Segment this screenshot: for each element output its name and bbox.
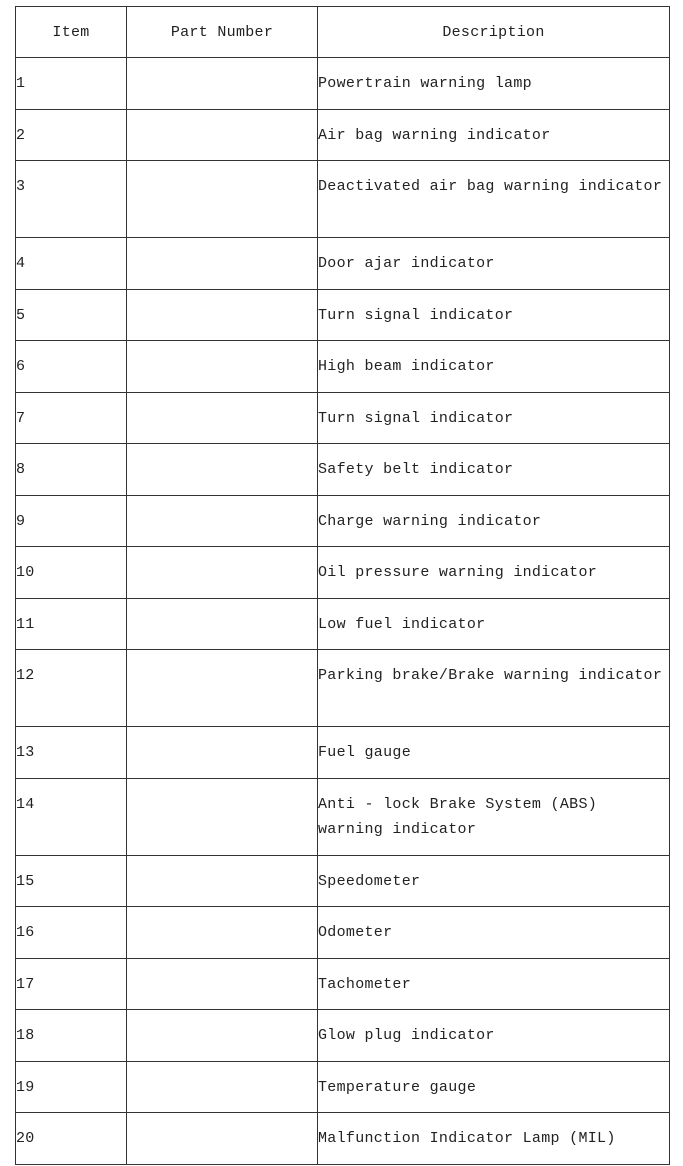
item-number-cell: 1 <box>16 58 127 110</box>
table-row <box>16 238 670 290</box>
item-number-cell: 14 <box>16 778 127 855</box>
table-row <box>16 958 670 1010</box>
description-cell: Door ajar indicator <box>318 238 670 290</box>
description-cell: Tachometer <box>318 958 670 1010</box>
item-number-cell: 19 <box>16 1061 127 1113</box>
table-row <box>16 907 670 959</box>
item-number-cell: 10 <box>16 547 127 599</box>
parts-table <box>15 6 670 1165</box>
table-row <box>16 161 670 238</box>
item-number-cell: 2 <box>16 109 127 161</box>
description-cell: Powertrain warning lamp <box>318 58 670 110</box>
part-number-cell <box>127 855 318 907</box>
description-cell: Turn signal indicator <box>318 289 670 341</box>
description-cell: High beam indicator <box>318 341 670 393</box>
table-body <box>16 58 670 1165</box>
part-number-cell <box>127 495 318 547</box>
item-number-cell: 17 <box>16 958 127 1010</box>
description-cell: Speedometer <box>318 855 670 907</box>
item-number-cell: 9 <box>16 495 127 547</box>
description-cell: Odometer <box>318 907 670 959</box>
part-number-cell <box>127 238 318 290</box>
item-number-cell: 3 <box>16 161 127 238</box>
part-number-cell <box>127 650 318 727</box>
item-number-cell: 18 <box>16 1010 127 1062</box>
item-number-cell: 20 <box>16 1113 127 1165</box>
part-number-cell <box>127 392 318 444</box>
description-cell: Parking brake/Brake warning indicator <box>318 650 670 727</box>
item-number-cell: 4 <box>16 238 127 290</box>
item-number-cell: 16 <box>16 907 127 959</box>
part-number-cell <box>127 547 318 599</box>
description-cell: Oil pressure warning indicator <box>318 547 670 599</box>
table-row <box>16 58 670 110</box>
part-number-cell <box>127 58 318 110</box>
table-row <box>16 444 670 496</box>
part-number-cell <box>127 598 318 650</box>
item-number-cell: 8 <box>16 444 127 496</box>
item-number-cell: 13 <box>16 727 127 779</box>
item-number-cell: 5 <box>16 289 127 341</box>
part-number-cell <box>127 778 318 855</box>
part-number-cell <box>127 907 318 959</box>
part-number-cell <box>127 1010 318 1062</box>
description-cell: Turn signal indicator <box>318 392 670 444</box>
part-number-cell <box>127 109 318 161</box>
description-cell: Temperature gauge <box>318 1061 670 1113</box>
part-number-cell <box>127 341 318 393</box>
part-number-cell <box>127 1061 318 1113</box>
description-cell: Fuel gauge <box>318 727 670 779</box>
description-cell: Low fuel indicator <box>318 598 670 650</box>
part-number-cell <box>127 444 318 496</box>
table-header <box>16 7 670 58</box>
description-cell: Glow plug indicator <box>318 1010 670 1062</box>
part-number-cell <box>127 289 318 341</box>
description-cell: Anti - lock Brake System (ABS) warning indicator <box>318 778 670 855</box>
description-cell: Air bag warning indicator <box>318 109 670 161</box>
item-number-cell: 7 <box>16 392 127 444</box>
header-item: Item <box>16 7 127 58</box>
table-row <box>16 341 670 393</box>
item-number-cell: 12 <box>16 650 127 727</box>
part-number-cell <box>127 161 318 238</box>
table-row <box>16 855 670 907</box>
table-row <box>16 109 670 161</box>
header-row <box>16 7 670 58</box>
table-row <box>16 598 670 650</box>
description-cell: Charge warning indicator <box>318 495 670 547</box>
table-row <box>16 495 670 547</box>
description-cell: Safety belt indicator <box>318 444 670 496</box>
table-row <box>16 289 670 341</box>
table-row <box>16 1010 670 1062</box>
part-number-cell <box>127 958 318 1010</box>
table-row <box>16 1061 670 1113</box>
header-part-number: Part Number <box>127 7 318 58</box>
part-number-cell <box>127 1113 318 1165</box>
table-row <box>16 727 670 779</box>
table-row <box>16 650 670 727</box>
table-row <box>16 547 670 599</box>
table-row <box>16 392 670 444</box>
table-row <box>16 778 670 855</box>
description-cell: Deactivated air bag warning indicator <box>318 161 670 238</box>
part-number-cell <box>127 727 318 779</box>
item-number-cell: 15 <box>16 855 127 907</box>
item-number-cell: 11 <box>16 598 127 650</box>
table-row <box>16 1113 670 1165</box>
item-number-cell: 6 <box>16 341 127 393</box>
description-cell: Malfunction Indicator Lamp (MIL) <box>318 1113 670 1165</box>
header-description: Description <box>318 7 670 58</box>
